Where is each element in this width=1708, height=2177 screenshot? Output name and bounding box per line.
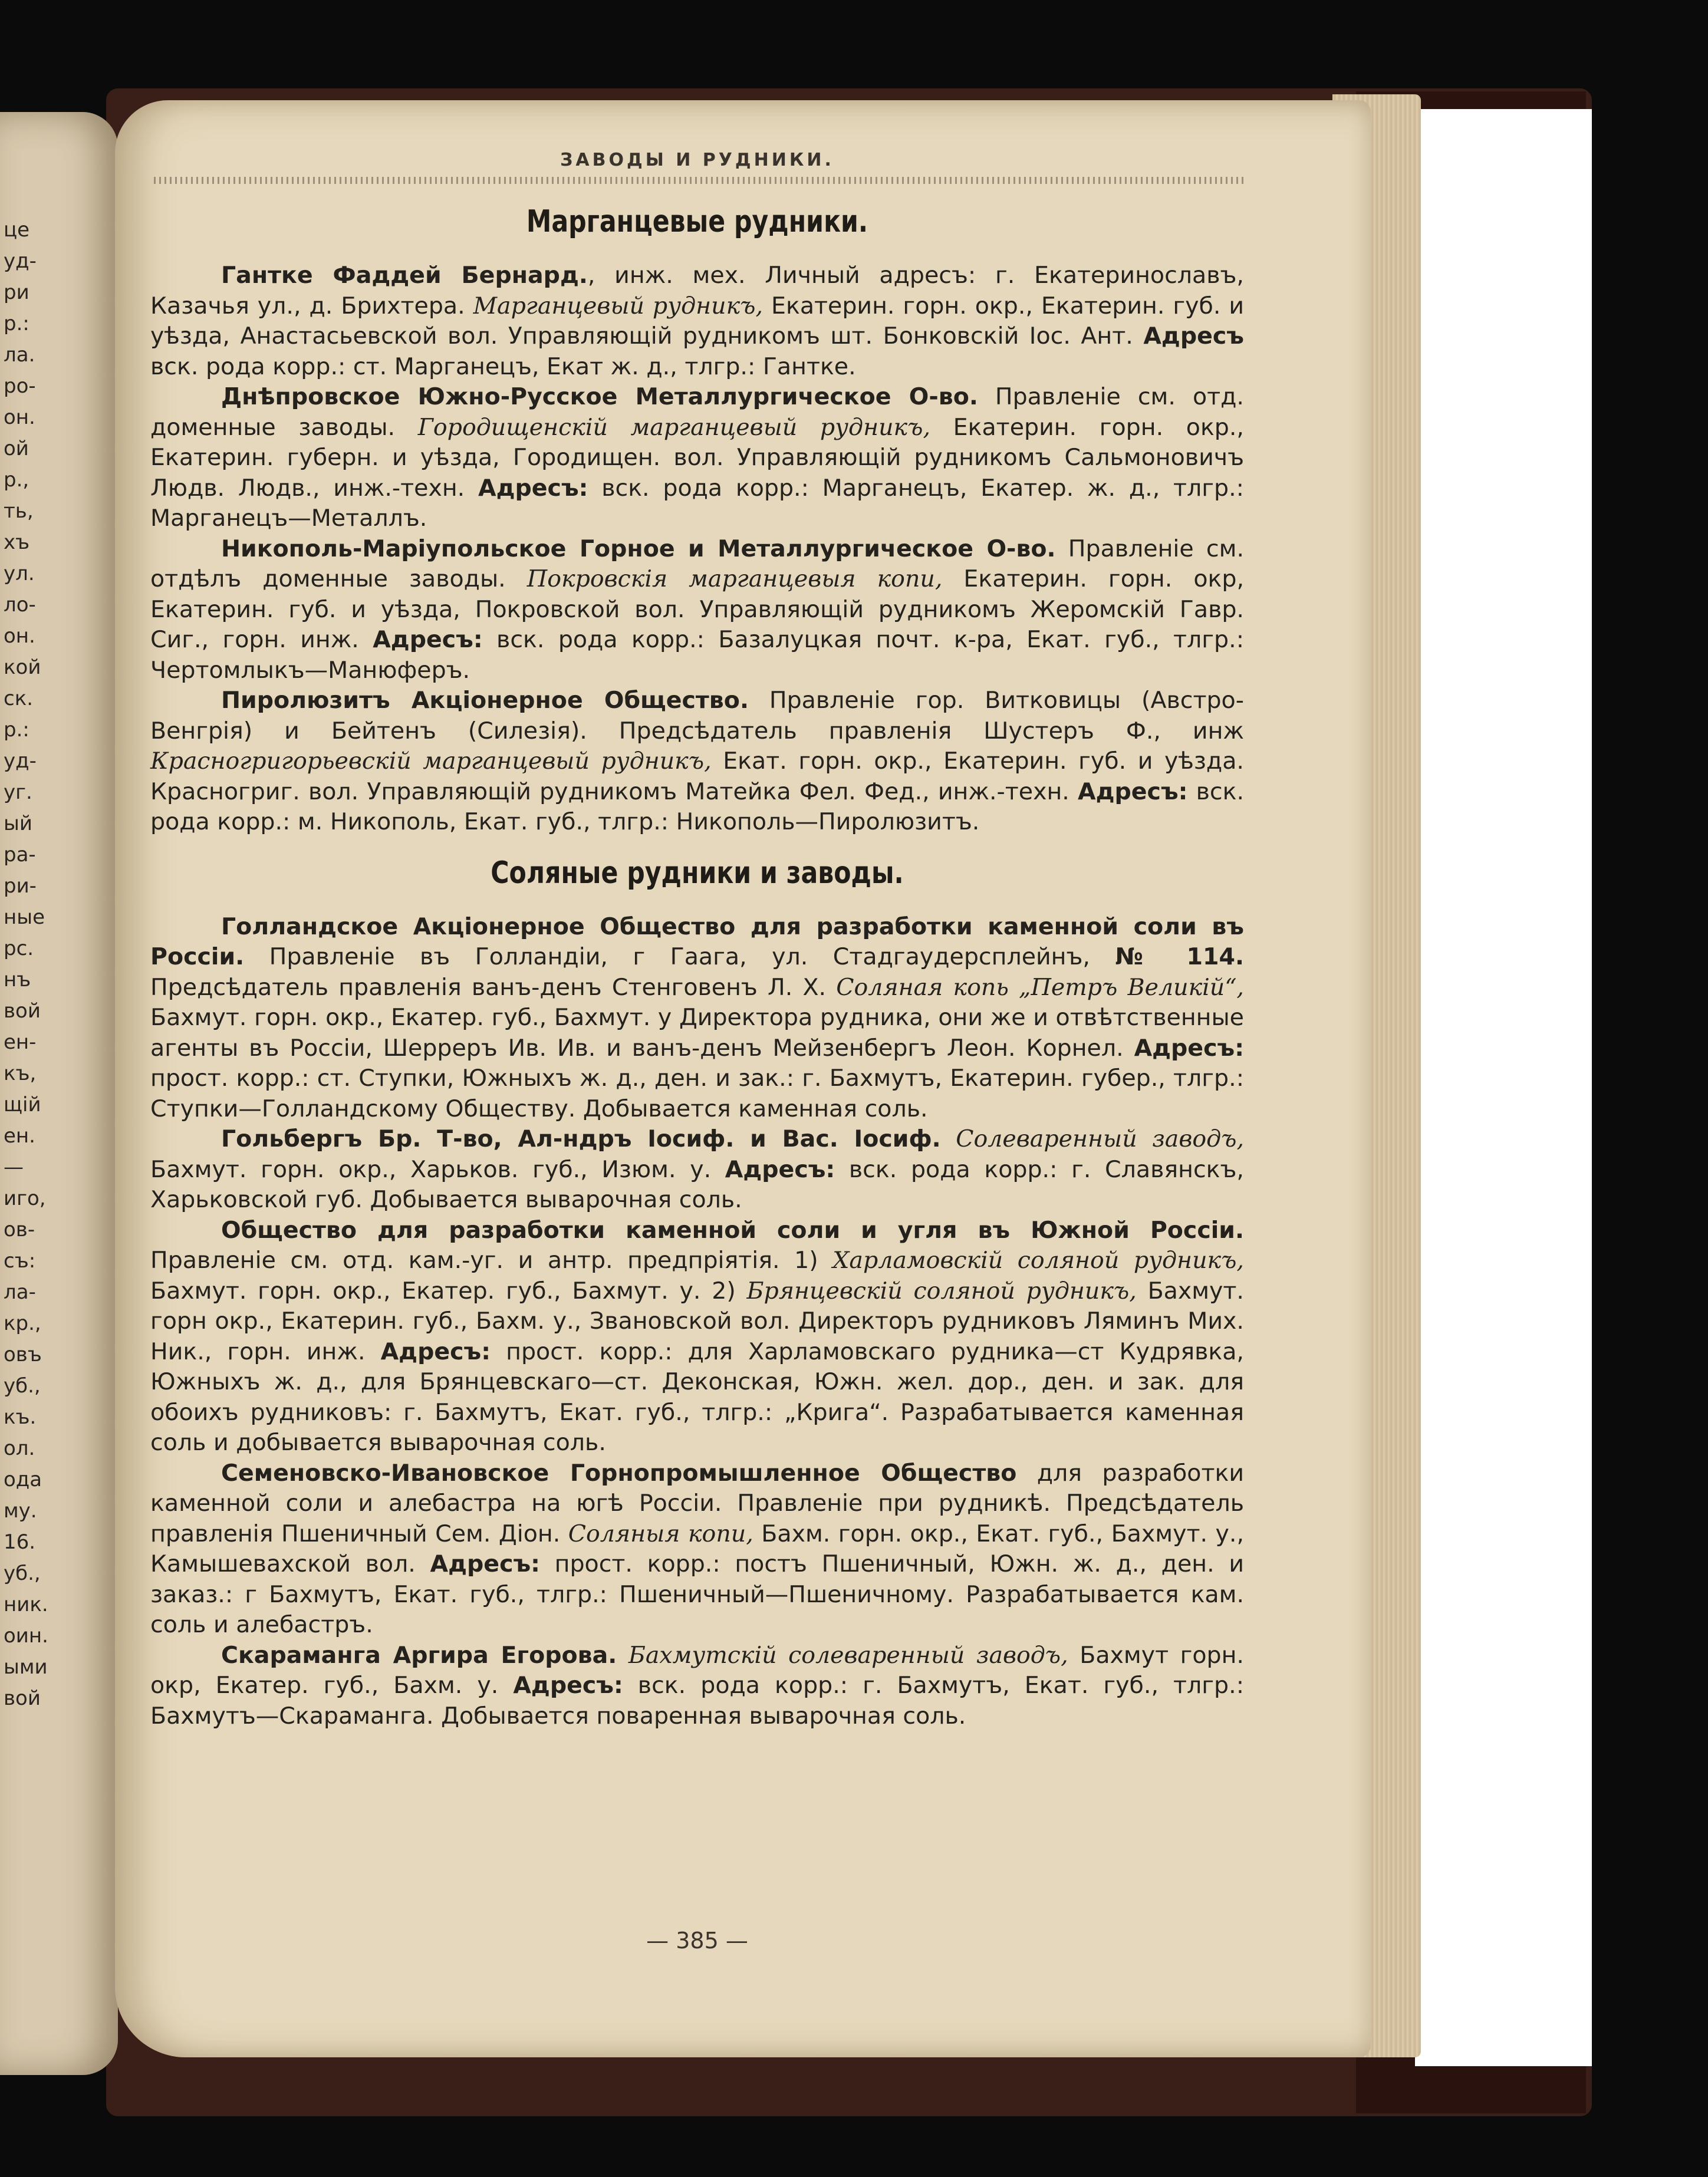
entry-bold: Адресъ — [1143, 322, 1244, 350]
running-head: ЗАВОДЫ И РУДНИКИ. — [560, 150, 834, 170]
entry-text: Бахмут горн. окр, Екатер. губ., Бахм. у. — [150, 1641, 1244, 1699]
entry-text: Екатерин. горн. окр., Екатерин. губерн. и уѣзда, Городищен. вол. Управляющій рудникомъ Сальмоновичъ Людв. Людв., инж.-техн. — [150, 413, 1244, 502]
left-page-fragment: — — [4, 1155, 24, 1179]
entry-italic: Покровскія марганцевыя копи, — [526, 565, 943, 592]
left-page-fragment: ов- — [4, 1218, 35, 1241]
entry-bold: Адресъ: — [478, 474, 588, 502]
entry-bold: Адресъ: — [725, 1155, 835, 1183]
entry-name: Гантке Фаддей Бернард. — [221, 262, 588, 289]
entry-text: Екатерин. горн. окр., Екатерин. губ. и уѣзда, Анастасьевской вол. Управляющій рудникомъ шт. Бонковскій Іос. Ант. — [150, 292, 1244, 350]
entry-name: Голландское Акціонерное Общество для разработки каменной соли въ Россіи. — [150, 913, 1244, 970]
entry-bold: Адресъ: — [513, 1672, 623, 1699]
left-page-fragment: хъ — [4, 531, 30, 554]
directory-entry — [150, 1641, 1244, 1732]
entry-text: вск. рода корр.: Базалуцкая почт. к-ра, Екат. губ., тлгр.: Чертомлыкъ—Манюферъ. — [150, 626, 1244, 684]
sections-container — [150, 204, 1244, 1731]
left-page-fragment: он. — [4, 406, 35, 429]
left-page-fragment: ыми — [4, 1655, 48, 1679]
left-page-fragment: ло- — [4, 593, 36, 617]
left-page-fragment: овъ — [4, 1343, 42, 1366]
left-page-fragment: ри- — [4, 874, 37, 898]
white-backing-sheet — [1415, 109, 1592, 2066]
entry-italic: Соляная копь „Петръ Великій“, — [836, 973, 1244, 1001]
directory-entry — [150, 1216, 1244, 1458]
entry-name: Днѣпровское Южно-Русское Металлургическое О-во. — [221, 383, 978, 410]
directory-entry — [150, 1458, 1244, 1641]
left-page-fragment: ть, — [4, 499, 34, 523]
left-page-fragment: му. — [4, 1499, 37, 1523]
left-page-fragment: уд- — [4, 749, 37, 773]
entry-text: Бахмут. горн. окр., Екатер. губ., Бахмут. у. 2) — [150, 1277, 747, 1305]
left-page-fragment: ен- — [4, 1030, 37, 1054]
entry-bold: Адресъ: — [1078, 778, 1188, 805]
left-page-fragment: вой — [4, 999, 41, 1023]
left-page-fragment: ул. — [4, 562, 35, 585]
entry-italic: Брянцевскій соляной рудникъ, — [746, 1277, 1137, 1305]
left-page-fragment: съ: — [4, 1249, 36, 1273]
entry-text: для разработки каменной соли и алебастра на югѣ Россіи. Правленіе при рудникѣ. Предсѣдатель правленія Пшеничный Сем. Діон. — [150, 1459, 1244, 1547]
left-page-fragment: нъ — [4, 968, 31, 992]
left-page-fragment: це — [4, 218, 30, 242]
left-page-fragment: ри — [4, 281, 29, 304]
entry-text: Екатерин. горн. окр, Екатерин. губ. и уѣзда, Покровской вол. Управляющій рудникомъ Жеромскій Гавр. Сиг., горн. инж. — [150, 565, 1245, 653]
left-page-fragment: ой — [4, 437, 29, 460]
entry-text: вск. рода корр.: г. Бахмутъ, Екат. губ., тлгр.: Бахмутъ—Скараманга. Добывается поваренная выварочная соль. — [150, 1672, 1244, 1730]
left-page-fragment: иго, — [4, 1187, 46, 1210]
section-title: Соляные рудники и заводы. — [491, 855, 904, 891]
entry-text: вск. рода корр.: ст. Марганецъ, Екат ж. д., тлгр.: Гантке. — [150, 353, 856, 380]
left-page-fragment: ол. — [4, 1437, 35, 1460]
left-page-fragment: уг. — [4, 780, 32, 804]
entry-name: Семеновско-Ивановское Горнопромышленное Общество — [221, 1459, 1017, 1487]
left-page-fragment: он. — [4, 624, 35, 648]
directory-entry — [150, 382, 1244, 534]
left-page-fragment: къ, — [4, 1062, 37, 1085]
directory-entry — [150, 686, 1244, 838]
directory-entry — [150, 534, 1244, 686]
entry-bold: № 114. — [1115, 943, 1245, 970]
entry-italic: Бахмутскій солеваренный заводъ, — [628, 1641, 1068, 1669]
entry-text: вск. рода корр.: м. Никополь, Екат. губ., тлгр.: Никополь—Пиролюзитъ. — [150, 778, 1245, 835]
left-page-fragment: ен. — [4, 1124, 35, 1148]
left-page-fragment: кой — [4, 656, 41, 679]
entry-text: Бахмут. горн окр., Екатерин. губ., Бахм. у., Звановской вол. Директоръ рудниковъ Ляминъ Мих. Ник., горн. инж. — [150, 1277, 1244, 1365]
page-content — [150, 147, 1244, 2004]
left-page-fragment: рс. — [4, 937, 34, 960]
page-number: — 385 — — [646, 1928, 748, 1954]
left-page-fragment: къ. — [4, 1405, 37, 1429]
entry-bold: Адресъ: — [430, 1550, 540, 1577]
left-page-fragment: уд- — [4, 249, 37, 273]
left-page-fragment: ода — [4, 1468, 42, 1491]
left-page-fragment: р.: — [4, 312, 29, 335]
entry-text: Бахмут. горн. окр., Екатер. губ., Бахмут. у Директора рудника, они же и отвѣтственные агенты въ Россіи, Шерреръ Ив. Ив. и ванъ-денъ Мейзенбергъ Леон. Корнел. — [150, 1004, 1244, 1062]
entry-text: Правленіе см. отд. доменные заводы. — [150, 383, 1244, 441]
entry-text: прост. корр.: для Харламовскаго рудника—ст Кудрявка, Южныхъ ж. д., для Брянцевскаго—ст. Деконская, Южн. жел. дор., ден. и зак. для обоихъ рудниковъ: г. Бахмутъ, Екат. губ., тлгр.: „Крига“. Разрабатывается каменная соль и добывается выварочная соль. — [150, 1338, 1244, 1456]
entry-text: Правленіе см. отд. кам.-уг. и антр. предпріятія. 1) — [150, 1247, 833, 1274]
entry-bold: Адресъ: — [373, 626, 483, 653]
section-title: Марганцевые рудники. — [526, 204, 868, 239]
entry-bold: Адресъ: — [1134, 1034, 1244, 1062]
entry-text: вск. рода корр.: г. Славянскъ, Харьковской губ. Добывается выварочная соль. — [150, 1155, 1244, 1213]
header-rule — [150, 177, 1244, 184]
entry-name: Общество для разработки каменной соли и угля въ Южной Россіи. — [221, 1216, 1244, 1244]
left-page-fragment: ник. — [4, 1593, 48, 1616]
entry-name: Гольбергъ Бр. Т-во, Ал-ндръ Іосиф. и Вас. Іосиф. — [221, 1125, 941, 1152]
entry-text: вск. рода корр.: Марганецъ, Екатер. ж. д., тлгр.: Марганецъ—Металлъ. — [150, 474, 1244, 532]
left-page-fragment: ра- — [4, 843, 36, 867]
left-page-fragment: щій — [4, 1093, 41, 1117]
left-page-fragment: вой — [4, 1687, 41, 1710]
entry-italic: Городищенскій марганцевый рудникъ, — [417, 413, 931, 441]
left-page — [0, 112, 118, 2075]
entry-text: Предсѣдатель правленія ванъ-денъ Стенговенъ Л. Х. — [150, 973, 837, 1001]
entry-italic: Соляныя копи, — [568, 1520, 753, 1547]
entry-text: Правленіе гор. Витковицы (Австро-Венгрія) и Бейтенъ (Силезія). Предсѣдатель правленія Шустеръ Ф., инж — [150, 687, 1244, 745]
left-page-fragment: ла. — [4, 343, 35, 367]
directory-entry — [150, 912, 1244, 1125]
entry-italic: Красногригорьевскій марганцевый рудникъ, — [150, 747, 712, 775]
left-page-fragment: ск. — [4, 687, 34, 710]
directory-entry — [150, 1124, 1244, 1216]
entry-text: прост. корр.: ст. Ступки, Южныхъ ж. д., ден. и зак.: г. Бахмутъ, Екатерин. губер., тлгр.: Ступки—Голландскому Обществу. Добывается каменная соль. — [150, 1065, 1244, 1122]
entry-text — [941, 1125, 956, 1152]
left-page-fragment: уб., — [4, 1562, 41, 1585]
entry-name: Пиролюзитъ Акціонерное Общество. — [221, 687, 749, 714]
left-page-fragment: ый — [4, 812, 32, 835]
entry-bold: Адресъ: — [380, 1338, 491, 1365]
entry-text: Бахм. горн. окр., Екат. губ., Бахмут. у., Камышевахской вол. — [150, 1520, 1244, 1577]
left-page-fragment: кр., — [4, 1312, 41, 1335]
entry-italic: Харламовскій соляной рудникъ, — [832, 1247, 1244, 1274]
left-page-fragment: оин. — [4, 1624, 48, 1648]
entry-text — [617, 1642, 628, 1669]
entry-text: Бахмут. горн. окр., Харьков. губ., Изюм. у. — [150, 1155, 725, 1183]
entry-name: Никополь-Маріупольское Горное и Металлургическое О-во. — [221, 535, 1056, 562]
entry-text: , инж. мех. Личный адресъ: г. Екатеринославъ, Казачья ул., д. Брихтера. — [150, 262, 1244, 320]
left-page-fragment: 16. — [4, 1530, 36, 1554]
left-page-fragment: р., — [4, 468, 29, 492]
left-page-fragment: ро- — [4, 374, 36, 398]
left-page-fragment: р.: — [4, 718, 29, 742]
entry-text: Екат. горн. окр., Екатерин. губ. и уѣзда. Красногриг. вол. Управляющій рудникомъ Матейка Фел. Фед., инж.-техн. — [150, 747, 1244, 805]
entry-name: Скараманга Аргира Егорова. — [221, 1641, 617, 1669]
entry-italic: Солеваренный заводъ, — [956, 1125, 1245, 1152]
left-page-fragment: уб., — [4, 1374, 41, 1398]
entry-text: прост. корр.: постъ Пшеничный, Южн. ж. д., ден. и заказ.: г Бахмутъ, Екат. губ., тлгр.: Пшеничный—Пшеничному. Разрабатывается кам. соль и алебастръ. — [150, 1550, 1244, 1638]
entry-text: Правленіе въ Голландіи, г Гаага, ул. Стадгаудерсплейнъ, — [244, 943, 1115, 970]
entry-italic: Марганцевый рудникъ, — [473, 292, 764, 320]
left-page-fragment: ла- — [4, 1280, 36, 1304]
directory-entry — [150, 261, 1244, 382]
left-page-fragment: ные — [4, 905, 45, 929]
entry-text: Правленіе см. отдѣлъ доменные заводы. — [150, 535, 1244, 592]
